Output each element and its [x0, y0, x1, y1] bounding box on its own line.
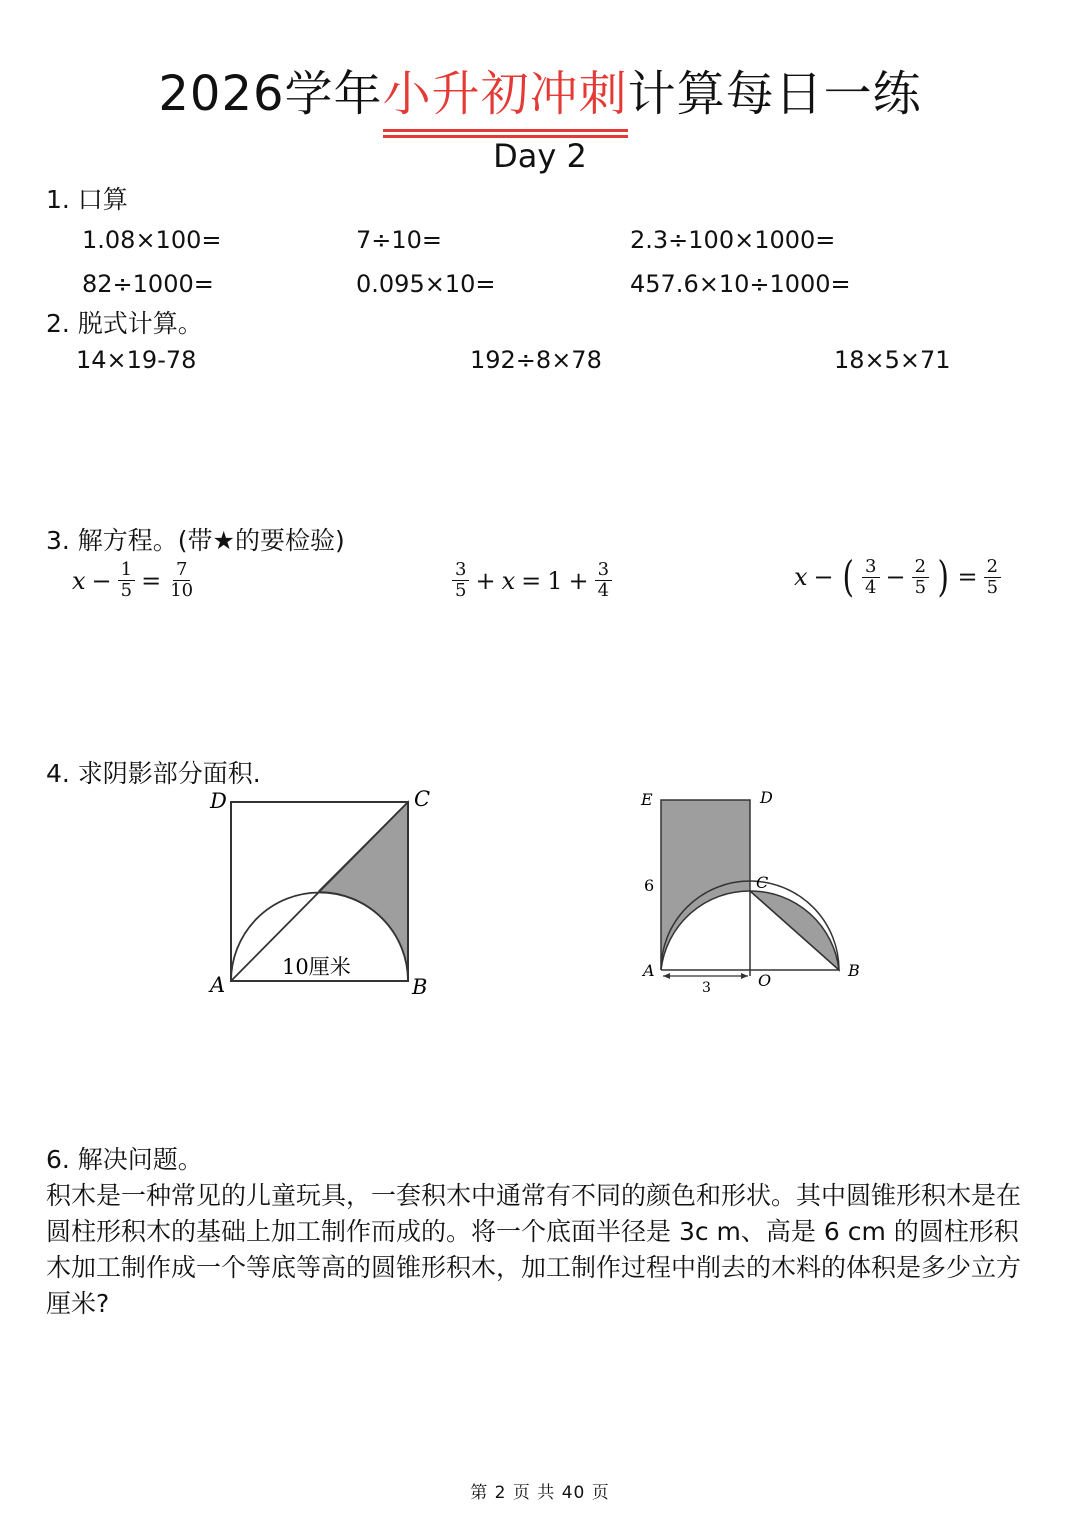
eq-equals: =	[141, 566, 162, 595]
point-label-d: D	[760, 788, 773, 807]
eq-operator: −	[885, 563, 906, 591]
oral-calc-item: 82÷1000=	[82, 270, 214, 298]
section-2-heading: 2. 脱式计算。	[46, 309, 203, 338]
title-highlight-text: 小升初冲刺	[382, 66, 628, 122]
fraction-denominator: 4	[865, 576, 877, 598]
stepwise-calc-item: 14×19-78	[76, 346, 197, 374]
title-underline	[383, 129, 628, 132]
fraction	[167, 560, 196, 601]
eq-operator: −	[91, 566, 112, 595]
page-subtitle: Day 2	[493, 137, 587, 175]
equation-2	[452, 560, 612, 601]
fraction	[862, 557, 879, 598]
dimension-arrow-right	[741, 973, 748, 979]
eq-right-paren: )	[937, 552, 949, 601]
fraction	[984, 557, 1001, 598]
point-label-c: C	[756, 873, 769, 892]
fraction-numerator: 3	[862, 557, 879, 578]
figure-square-semicircle	[200, 780, 450, 1005]
title-highlight	[383, 62, 628, 126]
word-problem-text: 积木是一种常见的儿童玩具，一套积木中通常有不同的颜色和形状。其中圆锥形积木是在圆柱形积木的基础上加工制作而成的。将一个底面半径是 3c m、高是 6 cm 的圆柱形积木加工制作成一个等底等高的圆锥形积木，加工制作过程中削去的木料的体积是多少立方厘米?	[46, 1181, 1022, 1318]
fraction	[912, 557, 929, 598]
section-6-heading: 6. 解决问题。	[46, 1145, 203, 1174]
title-prefix: 2026学年	[158, 66, 383, 122]
page-number: 第 2 页 共 40 页	[470, 1483, 610, 1503]
eq-operator: +	[475, 566, 496, 595]
section-3-heading: 3. 解方程。(带★的要检验)	[46, 526, 345, 555]
eq-number: 1	[547, 566, 563, 595]
title-suffix: 计算每日一练	[627, 66, 922, 122]
fraction-numerator: 7	[173, 560, 190, 581]
point-label-b: B	[848, 961, 860, 980]
length-label: 10厘米	[282, 955, 351, 979]
stepwise-calc-item: 18×5×71	[834, 346, 951, 374]
shaded-region-left	[661, 800, 750, 970]
figure-rectangle-semicircle	[630, 780, 880, 1000]
eq-operator: −	[813, 563, 834, 591]
fraction-numerator: 2	[984, 557, 1001, 578]
fraction-denominator: 5	[120, 580, 133, 601]
eq-operator: +	[568, 566, 589, 595]
fraction-numerator: 3	[595, 560, 612, 581]
eq-variable: x	[794, 563, 808, 591]
point-label-d: D	[210, 789, 227, 813]
section-4-heading: 4. 求阴影部分面积.	[46, 759, 261, 788]
point-label-b: B	[412, 975, 428, 999]
oral-calc-item: 1.08×100=	[82, 226, 222, 254]
oral-calc-item: 457.6×10÷1000=	[630, 270, 851, 298]
eq-variable: x	[501, 566, 516, 595]
equation-3	[794, 552, 1001, 601]
eq-equals: =	[957, 563, 978, 591]
fraction-denominator: 5	[914, 576, 927, 598]
page-title	[0, 62, 1080, 126]
fraction-denominator: 4	[597, 580, 610, 601]
fraction	[452, 560, 469, 601]
eq-left-paren: (	[842, 552, 854, 601]
fraction-numerator: 3	[452, 560, 469, 581]
fraction-denominator: 5	[455, 580, 467, 601]
fraction	[595, 560, 612, 601]
fraction-numerator: 2	[912, 557, 929, 578]
point-label-a: A	[643, 961, 655, 980]
oral-calc-item: 0.095×10=	[356, 270, 496, 298]
point-label-a: A	[210, 973, 226, 997]
section-1-heading: 1. 口算	[46, 185, 128, 214]
height-label: 6	[644, 876, 655, 895]
eq-variable: x	[72, 566, 86, 595]
point-label-e: E	[641, 790, 653, 809]
fraction-numerator: 1	[118, 560, 135, 581]
fraction-denominator: 10	[170, 580, 194, 601]
dimension-arrow-left	[663, 973, 670, 979]
equation-1	[72, 560, 196, 601]
fraction-denominator: 5	[986, 576, 999, 598]
oral-calc-item: 2.3÷100×1000=	[630, 226, 836, 254]
point-label-c: C	[414, 787, 431, 811]
eq-equals: =	[521, 566, 542, 595]
point-label-o: O	[758, 971, 772, 990]
radius-label: 3	[702, 980, 711, 996]
stepwise-calc-item: 192÷8×78	[470, 346, 602, 374]
oral-calc-item: 7÷10=	[356, 226, 443, 254]
fraction	[118, 560, 135, 601]
